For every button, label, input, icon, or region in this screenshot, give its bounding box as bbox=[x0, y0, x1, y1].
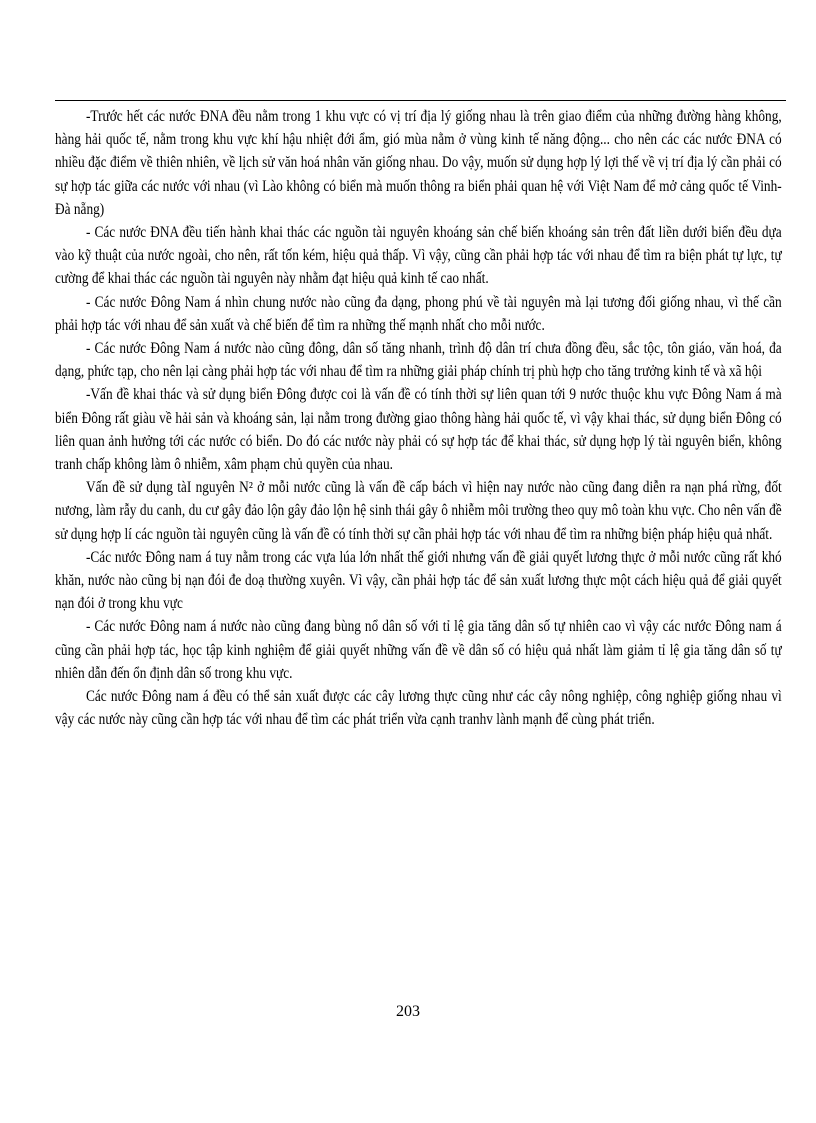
paragraph-9: Các nước Đông nam á đều có thể sản xuất được các cây lương thực cũng như các cây nông nghiệp, công nghiệp giống nhau vì vậy các nước này cũng cần hợp tác với nhau để tìm các phát triển vừa cạnh tranhv lành mạnh để cùng phát triển. bbox=[55, 688, 782, 729]
paragraph-4: - Các nước Đông Nam á nước nào cũng đông, dân số tăng nhanh, trình độ dân trí chưa đồng đều, sắc tộc, tôn giáo, văn hoá, đa dạng, phức tạp, cho nên lại càng phải hợp tác với nhau để tìm ra những giải pháp chính trị phù hợp cho tăng trưởng kinh tế và xã hội bbox=[55, 340, 782, 381]
paragraph-6: Vấn đề sử dụng tàI nguyên N² ở mỗi nước cũng là vấn đề cấp bách vì hiện nay nước nào cũng đang diễn ra nạn phá rừng, đốt nương, làm rẫy du canh, du cư gây đảo lộn gây đảo lộn hệ sinh thái gây ô nhiễm môi trường theo quy mô toàn khu vực. Cho nên vấn đề sử dụng hợp lí các nguồn tài nguyên cũng là vấn đề có tính thời sự cần phải hợp tác với nhau để tìm ra những biện pháp hiệu quả nhất. bbox=[55, 479, 782, 543]
paragraph-8: - Các nước Đông nam á nước nào cũng đang bùng nổ dân số với tỉ lệ gia tăng dân số tự nhiên cao vì vậy các nước Đông nam á cũng cần phải hợp tác, học tập kinh nghiệm để giải quyết những vấn đề về dân số có hiệu quả nhất làm giảm tỉ lệ gia tăng dân số tự nhiên dẫn đến ổn định dân số trong khu vực. bbox=[55, 618, 782, 682]
page-number: 203 bbox=[396, 1003, 420, 1020]
paragraph-3: - Các nước Đông Nam á nhìn chung nước nào cũng đa dạng, phong phú về tài nguyên mà lại tương đối giống nhau, vì thế cần phải hợp tác với nhau để sản xuất và chế biến để tìm ra những thế mạnh nhất cho mỗi nước. bbox=[55, 293, 782, 334]
paragraph-2: - Các nước ĐNA đều tiến hành khai thác các nguồn tài nguyên khoáng sản chế biến khoáng sản trên đất liền dưới biển đều dựa vào kỹ thuật của nước ngoài, cho nên, rất tốn kém, hiệu quả thấp. Vì vậy, cũng cần phải hợp tác với nhau để tìm ra biện phát tự lực, tự cường để khai thác các nguồn tài nguyên này nhằm đạt hiệu quả kinh tế cao nhất. bbox=[55, 224, 782, 288]
paragraph-5: -Vấn đề khai thác và sử dụng biển Đông được coi là vấn đề có tính thời sự liên quan tới 9 nước thuộc khu vực Đông Nam á mà biển Đông rất giàu về hải sản và khoáng sản, lại nằm trong đường giao thông hàng hải quốc tế, vì vậy khai thác, sử dụng biển Đông có liên quan ảnh hưởng tới các nước có biển. Do đó các nước này phải có sự hợp tác để khai thác, sử dụng hợp lý tài nguyên biển, không tranh chấp không làm ô nhiễm, xâm phạm chủ quyền của nhau. bbox=[55, 386, 782, 474]
paragraph-1: -Trước hết các nước ĐNA đều nằm trong 1 khu vực có vị trí địa lý giống nhau là trên giao điểm của những đường hàng không, hàng hải quốc tế, nằm trong khu vực khí hậu nhiệt đới ẩm, gió mùa nằm ở vùng kinh tế năng động... cho nên các các nước ĐNA có nhiều đặc điểm về thiên nhiên, về lịch sử văn hoá nhân văn giống nhau. Do vậy, muốn sử dụng hợp lý lợi thế về vị trí địa lý cần phải có sự hợp tác giữa các nước với nhau (vì Lào không có biển mà muốn thông ra biển phải quan hệ với Việt Nam để mở cảng quốc tế Vinh- Đà nẵng) bbox=[55, 108, 782, 218]
paragraph-7: -Các nước Đông nam á tuy nằm trong các vựa lúa lớn nhất thế giới nhưng vấn đề giải quyết lương thực ở mỗi nước cũng rất khó khăn, nước nào cũng bị nạn đói đe doạ thường xuyên. Vì vậy, cần phải hợp tác để sản xuất lương thực một cách hiệu quả để giải quyết nạn đói ở trong khu vực bbox=[55, 548, 782, 613]
body-text bbox=[55, 105, 782, 731]
header-rule bbox=[55, 100, 786, 101]
